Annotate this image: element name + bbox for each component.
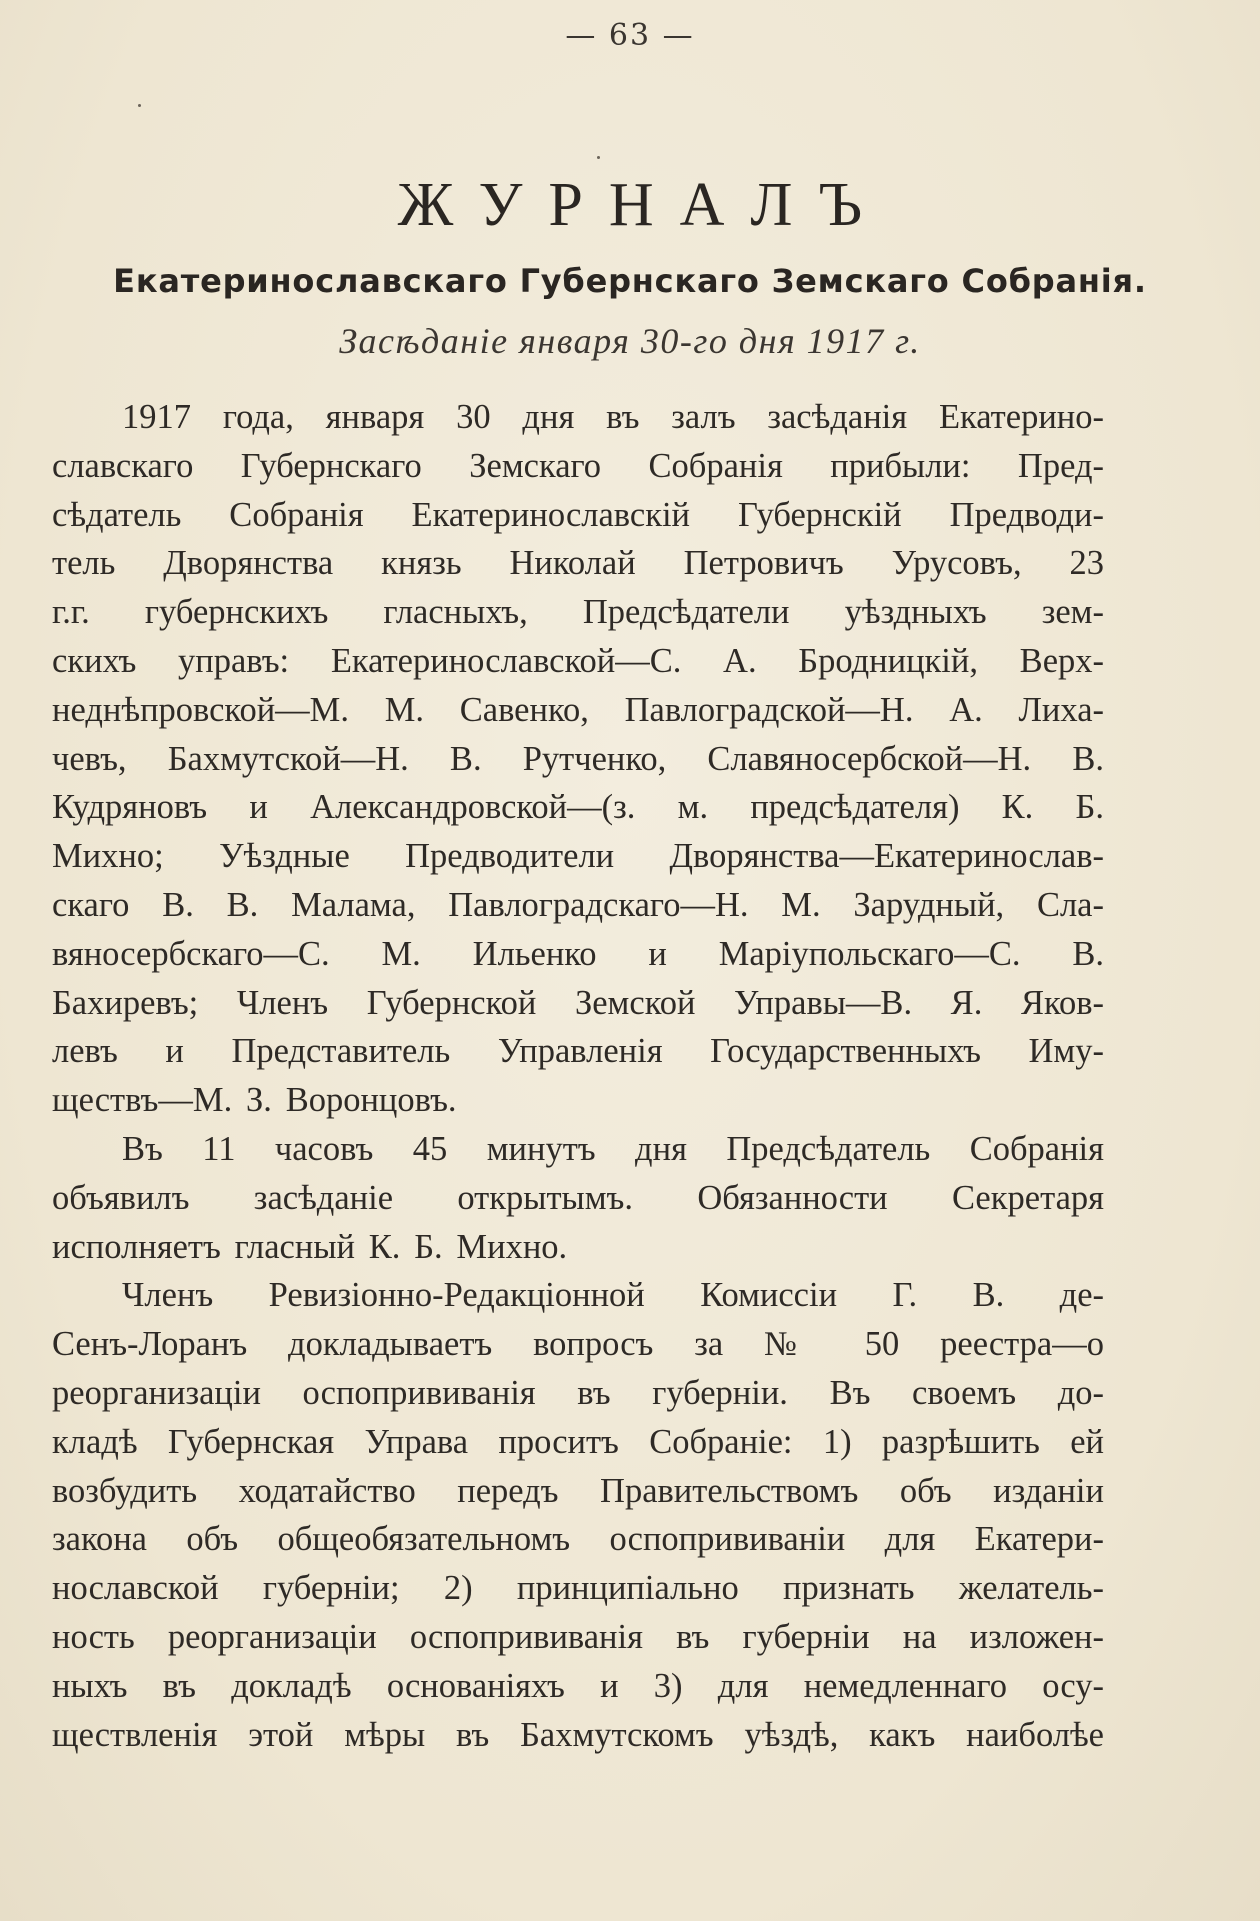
text-line: Кудряновъ и Александровской—(з. м. предсѣдателя) К. Б. <box>52 788 1104 827</box>
page-number: — 63 — <box>565 18 695 53</box>
text-line: г.г. губернскихъ гласныхъ, Предсѣдатели уѣздныхъ зем- <box>52 593 1104 632</box>
assembly-subtitle: Екатеринославскаго Губернскаго Земскаго Собранія. <box>113 262 1147 300</box>
text-line: возбудить ходатайство передъ Правительствомъ объ изданіи <box>52 1471 1104 1510</box>
text-line: 1917 года, января 30 дня въ залъ засѣданія Екатерино- <box>122 398 1104 436</box>
text-line: ныхъ въ докладѣ основаніяхъ и 3) для немедленнаго осу- <box>52 1666 1104 1705</box>
text-line: ществленія этой мѣры въ Бахмутскомъ уѣздѣ, какъ наиболѣе <box>52 1715 1104 1754</box>
text-line: ность реорганизаціи оспопрививанія въ губерніи на изложен- <box>52 1617 1104 1656</box>
text-line: исполняетъ гласный К. Б. Михно. <box>52 1227 568 1266</box>
text-line: кладѣ Губернская Управа проситъ Собраніе: 1) разрѣшить ей <box>52 1422 1104 1461</box>
text-line: скихъ управъ: Екатеринославской—С. А. Бродницкій, Верх- <box>52 641 1104 680</box>
text-line: вяносербскаго—С. М. Ильенко и Маріупольскаго—С. В. <box>52 934 1104 973</box>
text-line: закона объ общеобязательномъ оспопрививаніи для Екатери- <box>52 1520 1104 1559</box>
text-line: скаго В. В. Малама, Павлоградскаго—Н. М. Зарудный, Сла- <box>52 885 1104 924</box>
paragraph-vaccination-report <box>52 1271 1104 1759</box>
text-line: тель Дворянства князь Николай Петровичъ Урусовъ, 23 <box>52 544 1104 583</box>
text-line: реорганизаціи оспопрививанія въ губерніи. Въ своемъ до- <box>52 1373 1104 1412</box>
text-line: ществъ—М. З. Воронцовъ. <box>52 1081 457 1120</box>
journal-title: ЖУРНАЛЪ <box>397 171 889 239</box>
paragraph-opening <box>52 1125 1104 1271</box>
text-line: сѣдатель Собранія Екатеринославскій Губернскій Предводи- <box>52 495 1104 534</box>
text-line: чевъ, Бахмутской—Н. В. Рутченко, Славяносербской—Н. В. <box>52 739 1104 778</box>
text-line: левъ и Представитель Управленія Государственныхъ Иму- <box>52 1032 1104 1071</box>
paragraph-attendance <box>52 393 1104 1125</box>
text-line: неднѣпровской—М. М. Савенко, Павлоградской—Н. А. Лиха- <box>52 690 1104 729</box>
print-speck <box>597 156 600 159</box>
text-line: Въ 11 часовъ 45 минутъ дня Предсѣдатель Собранія <box>122 1129 1104 1168</box>
text-line: Членъ Ревизіонно-Редакціонной Комиссіи Г. В. де- <box>122 1276 1104 1315</box>
text-line: Бахиревъ; Членъ Губернской Земской Управы—В. Я. Яков- <box>52 983 1104 1022</box>
text-line: славскаго Губернскаго Земскаго Собранія прибыли: Пред- <box>52 446 1104 485</box>
journal-body <box>52 393 1104 1759</box>
text-line: Сенъ-Лоранъ докладываетъ вопросъ за № 50 реестра—о <box>52 1325 1104 1364</box>
session-date: Засѣданіе января 30-го дня 1917 г. <box>339 321 921 361</box>
text-line: Михно; Уѣздные Предводители Дворянства—Екатеринослав- <box>52 837 1104 876</box>
print-speck <box>138 104 141 107</box>
text-line: нославской губерніи; 2) принципіально признать желатель- <box>52 1569 1104 1608</box>
text-line: объявилъ засѣданіе открытымъ. Обязанности Секретаря <box>52 1178 1104 1217</box>
